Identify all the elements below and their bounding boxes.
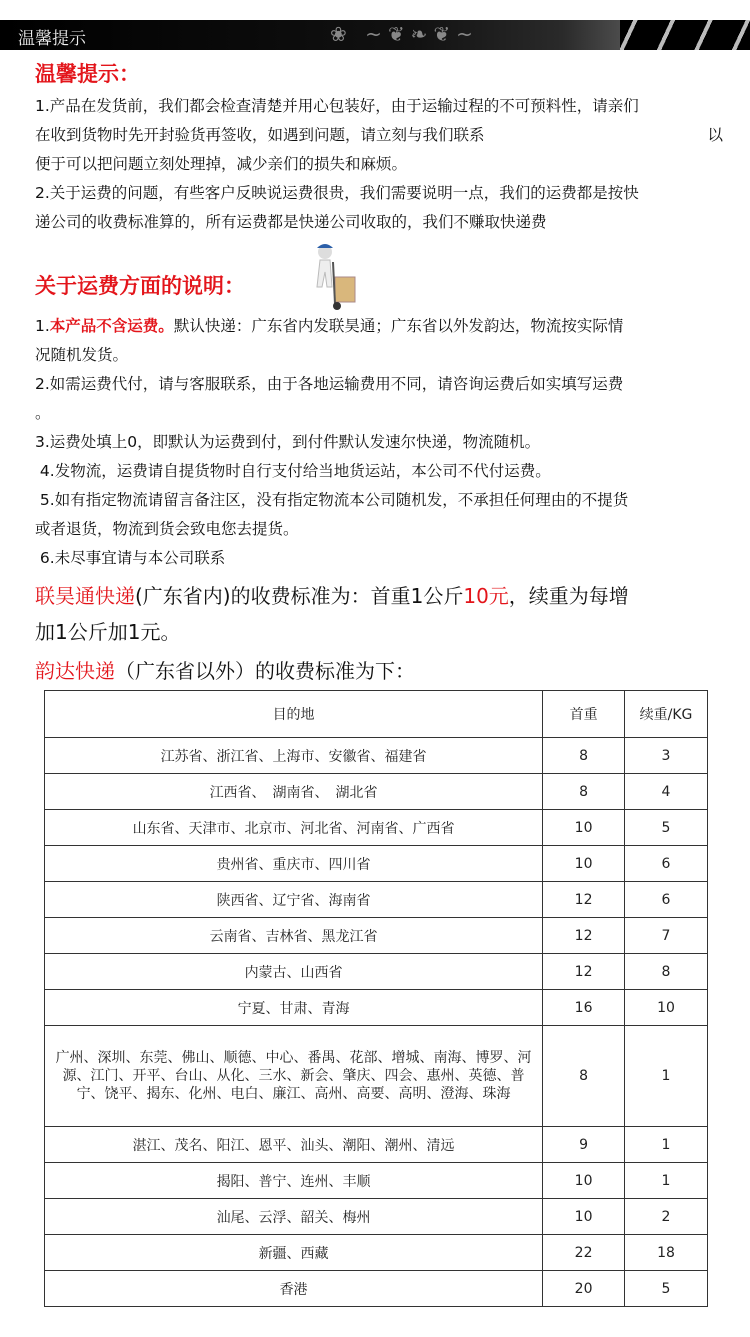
cell-destination: 江西省、 湖南省、 湖北省 bbox=[45, 774, 543, 810]
table-row bbox=[45, 882, 708, 918]
cell-destination: 贵州省、重庆市、四川省 bbox=[45, 846, 543, 882]
shipping-item-5-cont: 或者退货，物流到货会致电您去提货。 bbox=[35, 520, 299, 538]
table-row bbox=[45, 918, 708, 954]
shipping-body bbox=[35, 312, 725, 573]
cell-additional-weight: 5 bbox=[625, 810, 708, 846]
cell-destination: 陕西省、辽宁省、海南省 bbox=[45, 882, 543, 918]
yunda-rate-heading bbox=[35, 655, 735, 684]
rate-text: 加1公斤加1元。 bbox=[35, 620, 181, 644]
item-number: 1. bbox=[35, 317, 50, 335]
cell-destination: 宁夏、甘肃、青海 bbox=[45, 990, 543, 1026]
shipping-item-1-cont: 况随机发货。 bbox=[35, 346, 129, 364]
cell-first-weight: 8 bbox=[543, 1026, 625, 1127]
shipping-item-6: 6.未尽事宜请与本公司联系 bbox=[35, 549, 226, 567]
cell-destination: 香港 bbox=[45, 1271, 543, 1307]
shipping-item-2-cont: 。 bbox=[35, 404, 51, 422]
cell-additional-weight: 1 bbox=[625, 1127, 708, 1163]
table-row bbox=[45, 1163, 708, 1199]
cell-destination: 内蒙古、山西省 bbox=[45, 954, 543, 990]
cell-first-weight: 9 bbox=[543, 1127, 625, 1163]
cell-first-weight: 8 bbox=[543, 774, 625, 810]
lianhaotong-rate bbox=[35, 578, 735, 650]
cell-additional-weight: 2 bbox=[625, 1199, 708, 1235]
cell-first-weight: 10 bbox=[543, 810, 625, 846]
cell-additional-weight: 18 bbox=[625, 1235, 708, 1271]
delivery-man-illustration bbox=[305, 242, 360, 312]
cell-first-weight: 22 bbox=[543, 1235, 625, 1271]
item-highlight: 本产品不含运费。 bbox=[49, 317, 174, 335]
cell-additional-weight: 1 bbox=[625, 1163, 708, 1199]
header-additional-weight: 续重/KG bbox=[625, 691, 708, 738]
cell-additional-weight: 7 bbox=[625, 918, 708, 954]
stripes-decoration bbox=[620, 20, 750, 50]
notice-line: 便于可以把问题立刻处理掉，减少亲们的损失和麻烦。 bbox=[35, 155, 408, 173]
cell-destination: 新疆、西藏 bbox=[45, 1235, 543, 1271]
table-header bbox=[45, 691, 708, 738]
cell-destination: 云南省、吉林省、黑龙江省 bbox=[45, 918, 543, 954]
cell-first-weight: 12 bbox=[543, 918, 625, 954]
shipping-item-1 bbox=[35, 312, 725, 341]
rate-price: 10元 bbox=[463, 584, 509, 608]
rate-text: （广东省以外）的收费标准为下： bbox=[115, 659, 415, 683]
table-row bbox=[45, 1235, 708, 1271]
cell-first-weight: 10 bbox=[543, 1163, 625, 1199]
table-row bbox=[45, 810, 708, 846]
courier-name: 韵达快递 bbox=[35, 659, 115, 683]
notice-body bbox=[35, 92, 725, 237]
table-row bbox=[45, 774, 708, 810]
shipping-item-4: 4.发物流，运费请自提货物时自行支付给当地货运站，本公司不代付运费。 bbox=[35, 462, 551, 480]
table-row bbox=[45, 1199, 708, 1235]
cell-first-weight: 10 bbox=[543, 1199, 625, 1235]
notice-line-end: 以 bbox=[707, 126, 723, 144]
shipping-heading: 关于运费方面的说明： bbox=[35, 274, 245, 298]
shipping-item-5: 5.如有指定物流请留言备注区，没有指定物流本公司随机发，不承担任何理由的不提货 bbox=[35, 491, 629, 509]
cell-first-weight: 16 bbox=[543, 990, 625, 1026]
table-row bbox=[45, 1127, 708, 1163]
cell-first-weight: 8 bbox=[543, 738, 625, 774]
cell-additional-weight: 8 bbox=[625, 954, 708, 990]
header-destination: 目的地 bbox=[45, 691, 543, 738]
notice-line-text: 在收到货物时先开封验货再签收，如遇到问题，请立刻与我们联系 bbox=[35, 126, 485, 144]
notice-line: 2.关于运费的问题，有些客户反映说运费很贵，我们需要说明一点，我们的运费都是按快 bbox=[35, 184, 639, 202]
cell-additional-weight: 3 bbox=[625, 738, 708, 774]
cell-first-weight: 12 bbox=[543, 954, 625, 990]
cell-first-weight: 12 bbox=[543, 882, 625, 918]
cell-first-weight: 10 bbox=[543, 846, 625, 882]
rate-text: (广东省内)的收费标准为：首重1公斤 bbox=[135, 584, 464, 608]
cell-destination: 揭阳、普宁、连州、丰顺 bbox=[45, 1163, 543, 1199]
shipping-item-3: 3.运费处填上0，即默认为运费到付，到付件默认发速尔快递，物流随机。 bbox=[35, 433, 541, 451]
header-first-weight: 首重 bbox=[543, 691, 625, 738]
cell-destination: 汕尾、云浮、韶关、梅州 bbox=[45, 1199, 543, 1235]
cell-destination: 山东省、天津市、北京市、河北省、河南省、广西省 bbox=[45, 810, 543, 846]
table-row bbox=[45, 846, 708, 882]
rate-text: ，续重为每增 bbox=[508, 584, 629, 608]
table-row bbox=[45, 1271, 708, 1307]
cell-additional-weight: 6 bbox=[625, 882, 708, 918]
notice-heading: 温馨提示： bbox=[35, 62, 140, 86]
table-row bbox=[45, 954, 708, 990]
shipping-item-2: 2.如需运费代付，请与客服联系，由于各地运输费用不同，请咨询运费后如实填写运费 bbox=[35, 375, 624, 393]
banner-title: 温馨提示 bbox=[18, 29, 86, 49]
table-row bbox=[45, 738, 708, 774]
cell-destination: 江苏省、浙江省、上海市、安徽省、福建省 bbox=[45, 738, 543, 774]
header-banner bbox=[0, 20, 750, 50]
notice-line: 递公司的收费标准算的，所有运费都是快递公司收取的，我们不赚取快递费 bbox=[35, 213, 547, 231]
cell-additional-weight: 4 bbox=[625, 774, 708, 810]
item-text: 默认快递：广东省内发联昊通；广东省以外发韵达，物流按实际情 bbox=[173, 317, 624, 335]
cell-additional-weight: 5 bbox=[625, 1271, 708, 1307]
table-row bbox=[45, 1026, 708, 1127]
table-row bbox=[45, 990, 708, 1026]
cell-additional-weight: 1 bbox=[625, 1026, 708, 1127]
notice-line bbox=[35, 121, 725, 150]
cell-destination: 湛江、茂名、阳江、恩平、汕头、潮阳、潮州、清远 bbox=[45, 1127, 543, 1163]
cell-first-weight: 20 bbox=[543, 1271, 625, 1307]
courier-name: 联昊通快递 bbox=[35, 584, 135, 608]
shipping-rate-table bbox=[44, 690, 708, 1307]
cell-additional-weight: 6 bbox=[625, 846, 708, 882]
notice-line: 1.产品在发货前，我们都会检查清楚并用心包装好，由于运输过程的不可预料性，请亲们 bbox=[35, 97, 639, 115]
ornament-decoration: ❀ ~❦❧❦~ bbox=[330, 22, 479, 46]
cell-additional-weight: 10 bbox=[625, 990, 708, 1026]
cell-destination: 广州、深圳、东莞、佛山、顺德、中心、番禺、花部、增城、南海、博罗、河源、江门、开平、台山、从化、三水、新会、肇庆、四会、惠州、英德、普宁、饶平、揭东、化州、电白、廉江、高州、高要、高明、澄海、珠海 bbox=[45, 1026, 543, 1127]
